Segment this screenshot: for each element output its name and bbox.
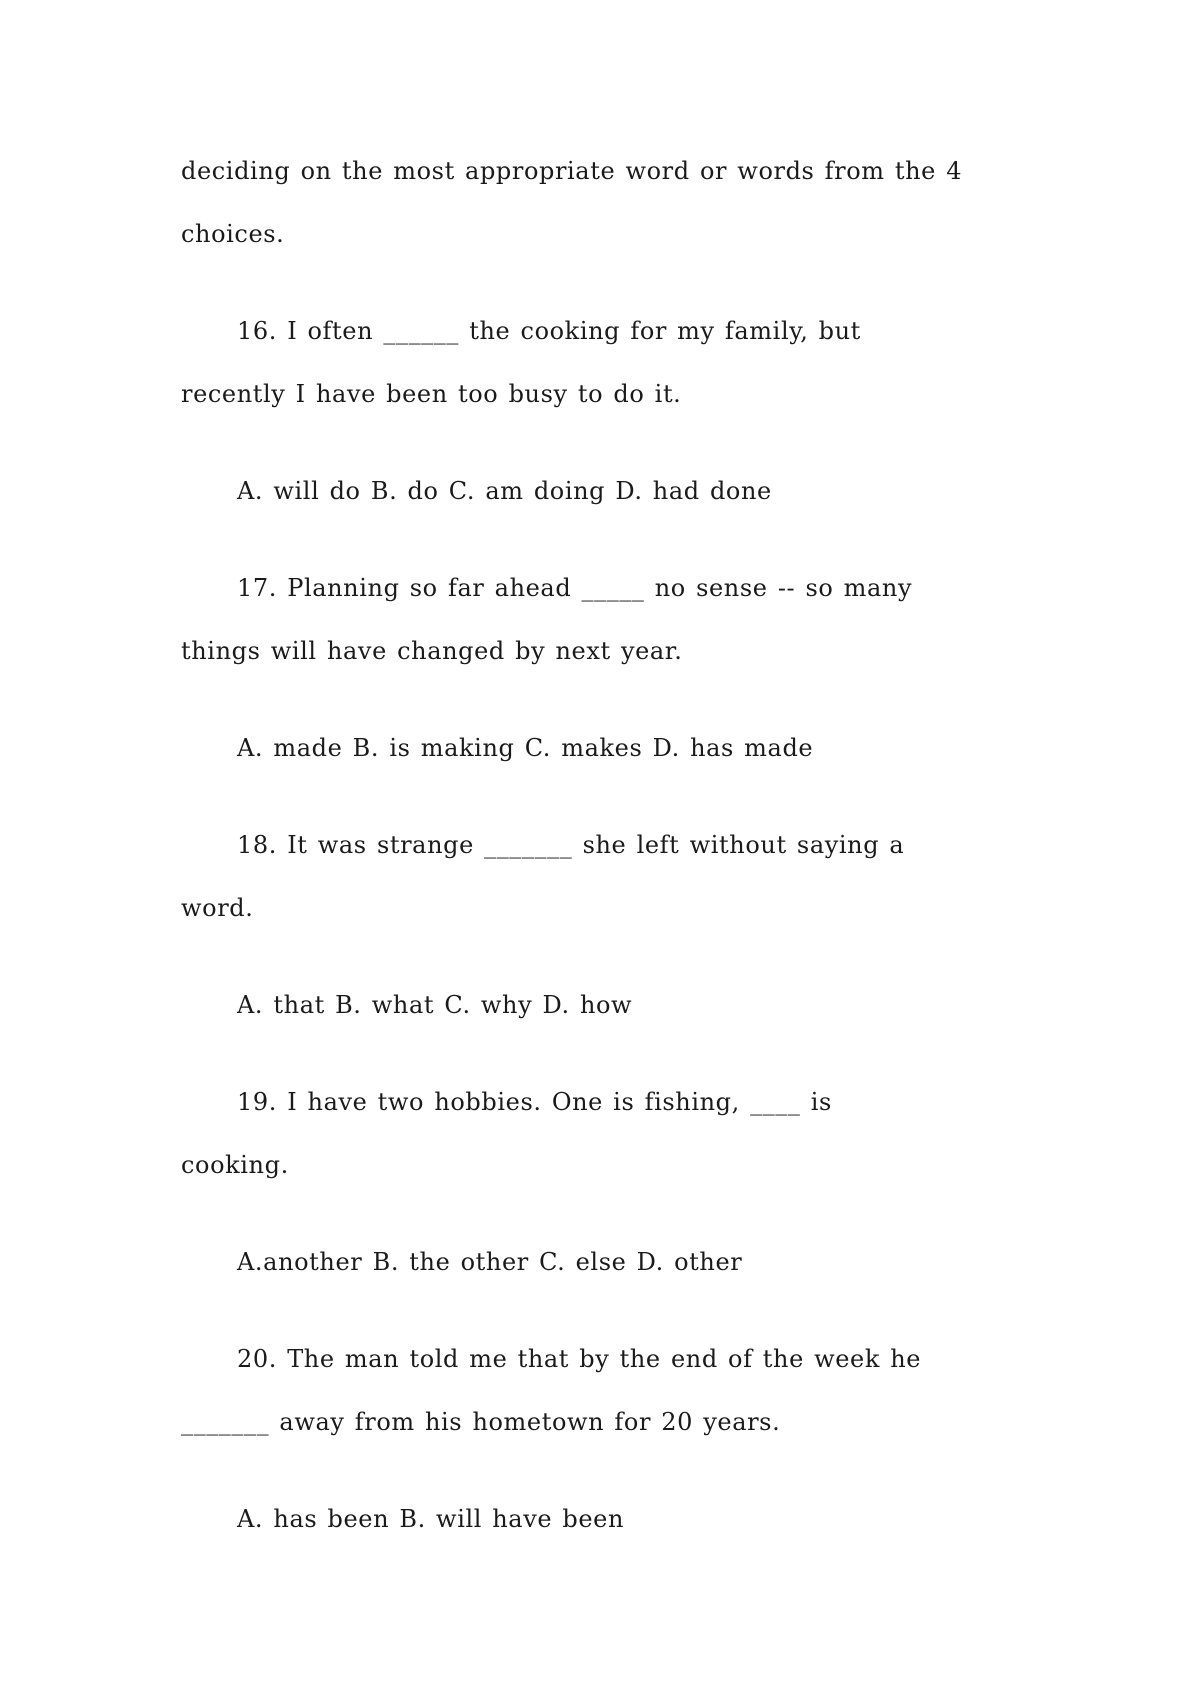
question-17-stem-line-1: 17. Planning so far ahead _____ no sense -- so many	[237, 574, 913, 602]
question-16-options: A. will do B. do C. am doing D. had done	[237, 477, 772, 505]
question-19-stem-line-1: 19. I have two hobbies. One is fishing, ____ is	[237, 1088, 832, 1116]
question-20-stem-line-2: _______ away from his hometown for 20 years.	[181, 1408, 781, 1436]
question-17-stem-line-2: things will have changed by next year.	[181, 637, 683, 665]
question-19-options: A.another B. the other C. else D. other	[237, 1248, 743, 1276]
question-16-stem-line-2: recently I have been too busy to do it.	[181, 380, 682, 408]
question-18-options: A. that B. what C. why D. how	[237, 991, 633, 1019]
question-18-stem-line-2: word.	[181, 894, 254, 922]
question-18-stem-line-1: 18. It was strange _______ she left without saying a	[237, 831, 905, 859]
question-19-stem-line-2: cooking.	[181, 1151, 289, 1179]
instructions-line-1: deciding on the most appropriate word or words from the 4	[181, 157, 963, 185]
instructions-line-2: choices.	[181, 220, 285, 248]
question-16-stem-line-1: 16. I often ______ the cooking for my family, but	[237, 317, 861, 345]
question-20-options: A. has been B. will have been	[237, 1505, 625, 1533]
question-17-options: A. made B. is making C. makes D. has made	[237, 734, 814, 762]
question-20-stem-line-1: 20. The man told me that by the end of the week he	[237, 1345, 922, 1373]
